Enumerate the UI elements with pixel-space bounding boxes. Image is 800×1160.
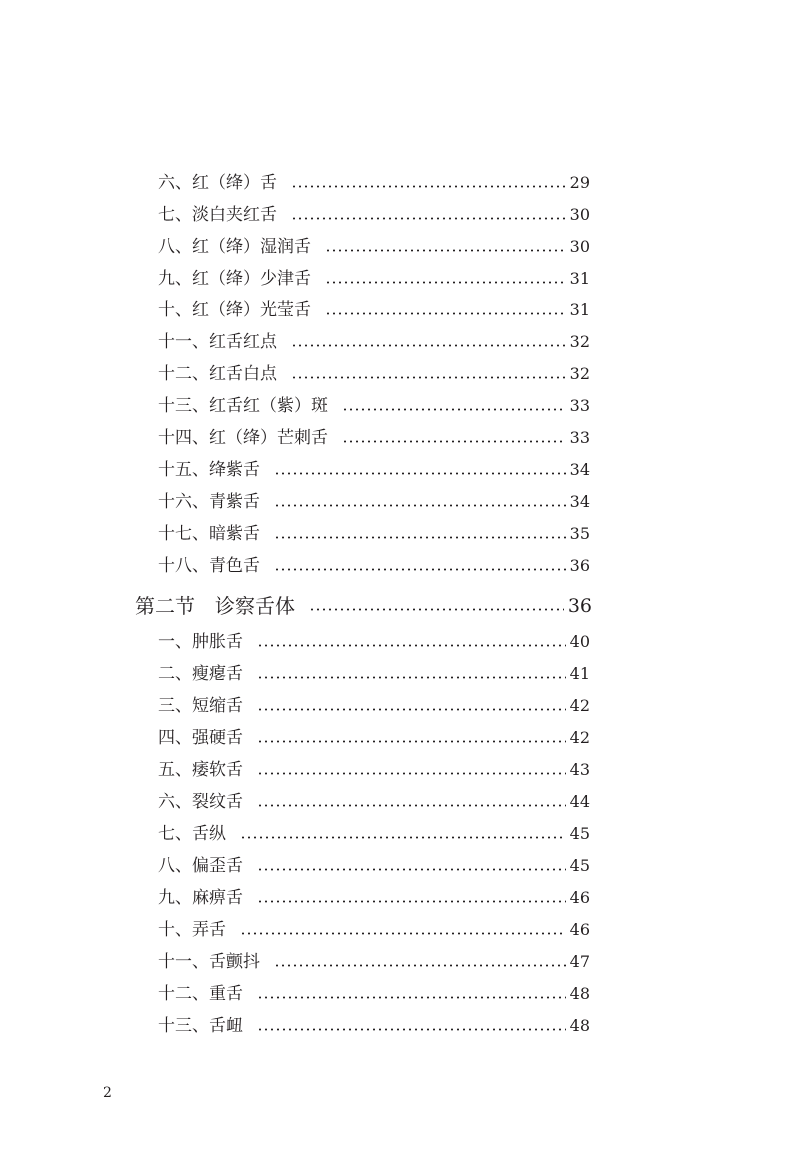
dot-leader (342, 408, 566, 411)
toc-entry-title: 五、痿软舌 (158, 760, 243, 780)
toc-entry-title: 十一、舌颤抖 (158, 952, 260, 972)
toc-entry-title: 十三、红舌红（紫）斑 (158, 396, 328, 416)
toc-entry-page: 41 (569, 664, 590, 683)
toc-entry[interactable] (158, 853, 590, 879)
dot-leader (257, 900, 566, 903)
dot-leader (257, 676, 566, 679)
toc-entry[interactable] (158, 693, 590, 719)
toc-entry[interactable] (158, 297, 590, 323)
toc-entry-page: 34 (569, 492, 590, 511)
toc-entry-title: 六、红（绛）舌 (158, 173, 277, 193)
toc-entry[interactable] (158, 202, 590, 228)
toc-entry-page: 32 (569, 332, 590, 351)
toc-entry-title: 四、强硬舌 (158, 728, 243, 748)
toc-entry-page: 45 (569, 824, 590, 843)
toc-entry-page: 44 (569, 792, 590, 811)
toc-entry[interactable] (158, 361, 590, 387)
toc-entry-page: 45 (569, 856, 590, 875)
toc-entry-title: 九、麻痹舌 (158, 888, 243, 908)
dot-leader (291, 185, 566, 188)
page-number: 2 (103, 1085, 112, 1101)
toc-entry-title: 七、淡白夹红舌 (158, 205, 277, 225)
toc-entry-page: 30 (569, 237, 590, 256)
toc-entry-title: 十八、青色舌 (158, 556, 260, 576)
dot-leader (325, 249, 566, 252)
toc-entry[interactable] (158, 661, 590, 687)
toc-entry-page: 29 (569, 173, 590, 192)
toc-entry-page: 36 (569, 556, 590, 575)
toc-entry[interactable] (158, 393, 590, 419)
toc-entry-title: 十三、舌衄 (158, 1016, 243, 1036)
toc-entry[interactable] (158, 553, 590, 579)
dot-leader (257, 804, 566, 807)
toc-entry[interactable] (158, 725, 590, 751)
toc-entry[interactable] (158, 821, 590, 847)
dot-leader (240, 932, 566, 935)
dot-leader (325, 312, 566, 315)
toc-entry-title: 二、瘦瘪舌 (158, 664, 243, 684)
toc-entry[interactable] (158, 457, 590, 483)
toc-entry[interactable] (158, 234, 590, 260)
toc-entry[interactable] (158, 266, 590, 292)
toc-entry[interactable] (158, 757, 590, 783)
toc-entry-page: 31 (569, 300, 590, 319)
dot-leader (257, 708, 566, 711)
toc-entry[interactable] (158, 885, 590, 911)
toc-entry-page: 33 (569, 428, 590, 447)
toc-entry-page: 32 (569, 364, 590, 383)
dot-leader (274, 536, 566, 539)
toc-entry-page: 46 (569, 920, 590, 939)
dot-leader (291, 376, 566, 379)
toc-entry-title: 八、偏歪舌 (158, 856, 243, 876)
toc-entry-title: 十二、红舌白点 (158, 364, 277, 384)
toc-entry[interactable] (158, 425, 590, 451)
toc-entry-title: 十四、红（绛）芒刺舌 (158, 428, 328, 448)
toc-entry-title: 一、肿胀舌 (158, 632, 243, 652)
toc-entry[interactable] (158, 949, 590, 975)
toc-entry-title: 十二、重舌 (158, 984, 243, 1004)
toc-entry-page: 43 (569, 760, 590, 779)
toc-entry-page: 35 (569, 524, 590, 543)
dot-leader (291, 217, 566, 220)
dot-leader (257, 1028, 566, 1031)
toc-entry-title: 十一、红舌红点 (158, 332, 277, 352)
toc-entry-page: 46 (569, 888, 590, 907)
section-title: 第二节 诊察舌体 (135, 594, 295, 618)
dot-leader (342, 440, 566, 443)
dot-leader (274, 964, 566, 967)
toc-entry-page: 48 (569, 984, 590, 1003)
toc-entry-title: 十六、青紫舌 (158, 492, 260, 512)
dot-leader (274, 472, 566, 475)
dot-leader (257, 996, 566, 999)
dot-leader (274, 504, 566, 507)
dot-leader (257, 740, 566, 743)
toc-entry-title: 八、红（绛）湿润舌 (158, 237, 311, 257)
toc-entry-title: 九、红（绛）少津舌 (158, 269, 311, 289)
toc-entry[interactable] (158, 489, 590, 515)
dot-leader (274, 568, 566, 571)
dot-leader (325, 281, 566, 284)
dot-leader (309, 608, 564, 611)
toc-entry-title: 六、裂纹舌 (158, 792, 243, 812)
toc-section-heading[interactable] (135, 590, 592, 622)
toc-entry-title: 七、舌纵 (158, 824, 226, 844)
toc-entry[interactable] (158, 981, 590, 1007)
toc-entry[interactable] (158, 789, 590, 815)
toc-entry-title: 十五、绛紫舌 (158, 460, 260, 480)
toc-entry-title: 十七、暗紫舌 (158, 524, 260, 544)
toc-entry[interactable] (158, 170, 590, 196)
dot-leader (240, 836, 566, 839)
toc-entry-page: 42 (569, 696, 590, 715)
toc-entry-page: 30 (569, 205, 590, 224)
toc-entry-page: 40 (569, 632, 590, 651)
toc-entry-page: 48 (569, 1016, 590, 1035)
toc-entry[interactable] (158, 917, 590, 943)
toc-entry-title: 十、红（绛）光莹舌 (158, 300, 311, 320)
toc-entry-title: 十、弄舌 (158, 920, 226, 940)
toc-entry-page: 31 (569, 269, 590, 288)
toc-entry[interactable] (158, 329, 590, 355)
toc-entry-page: 42 (569, 728, 590, 747)
dot-leader (257, 644, 566, 647)
toc-entry-page: 47 (569, 952, 590, 971)
toc-entry[interactable] (158, 1013, 590, 1039)
dot-leader (291, 344, 566, 347)
toc-entry-title: 三、短缩舌 (158, 696, 243, 716)
toc-entry-page: 33 (569, 396, 590, 415)
section-page: 36 (567, 595, 592, 617)
dot-leader (257, 772, 566, 775)
toc-entry[interactable] (158, 629, 590, 655)
dot-leader (257, 868, 566, 871)
toc-entry[interactable] (158, 521, 590, 547)
toc-entry-page: 34 (569, 460, 590, 479)
